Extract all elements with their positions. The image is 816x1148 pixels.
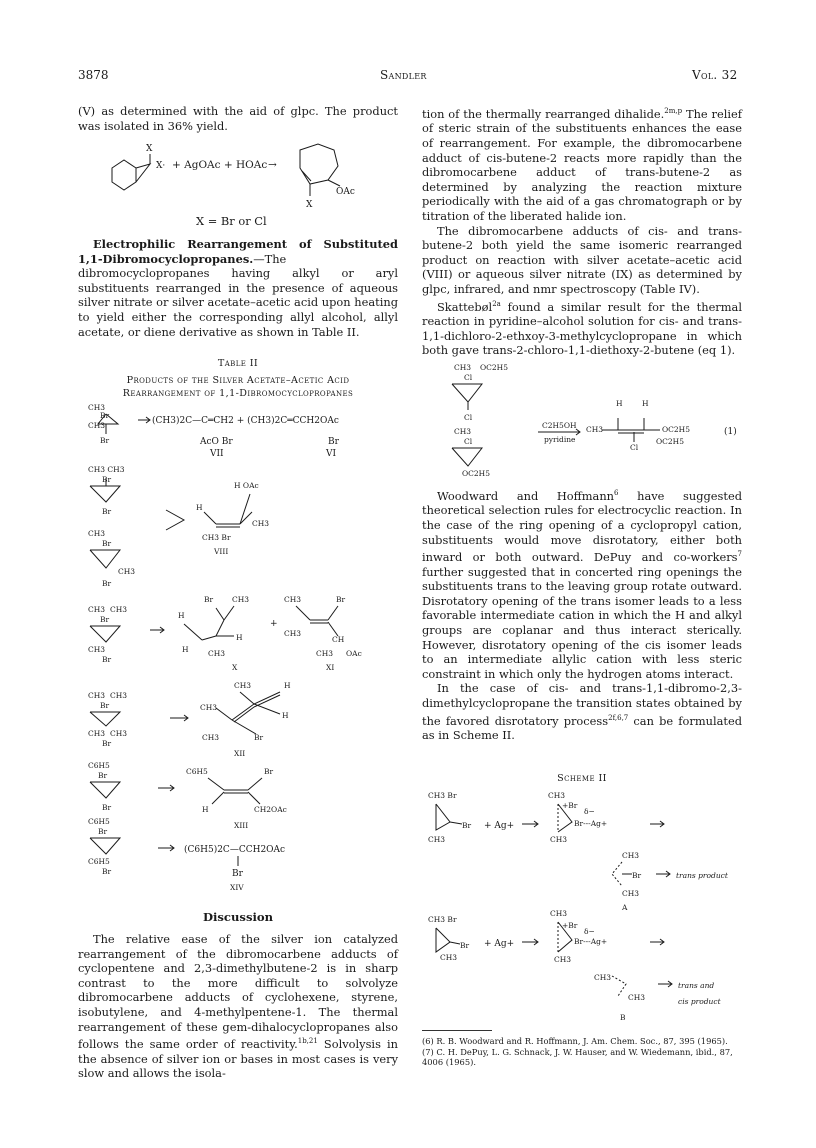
svg-text:C6H5: C6H5 bbox=[186, 767, 208, 776]
section-heading-electrophilic: Electrophilic Rearrangement of Substituted 1,1-Dibromocyclopropanes. bbox=[78, 237, 398, 266]
svg-text:Br: Br bbox=[264, 767, 274, 776]
oac-substituent: OAc bbox=[336, 187, 355, 197]
compound-vi-label: VI bbox=[326, 449, 337, 459]
intermediate-b-label: B bbox=[620, 1013, 626, 1022]
svg-text:H: H bbox=[182, 645, 189, 654]
svg-text:OC2H5: OC2H5 bbox=[662, 425, 690, 434]
left-paragraph-1: (V) as determined with the aid of glpc. The product was isolated in 36% yield. bbox=[78, 104, 398, 133]
x-substituent-side: X· bbox=[156, 161, 166, 171]
reagents-text: + AgOAc + HOAc bbox=[172, 159, 268, 171]
svg-text:Br: Br bbox=[462, 821, 472, 830]
svg-text:OC2H5: OC2H5 bbox=[480, 363, 508, 372]
left-paragraph-2 bbox=[78, 237, 398, 339]
left-paragraph-3: The relative ease of the silver ion catalyzed rearrangement of the dibromocarbene adducts of cyclopentene and 2,3-dimethylbutene-2 is in sharp contrast to the more difficult to solvolyze dibromocarbene adducts of cyclohexene, styrene, isobutylene, and 4-methylpentene-1. The thermal rearrangement of these gem-dihalocyclopropanes also follows the same order of reactivity.$^{1b,21}$ Solvolysis in the absence of silver ion or bases in most cases is very slow and allows the isola- bbox=[78, 932, 398, 1081]
svg-text:CH3: CH3 bbox=[118, 567, 136, 576]
svg-text:CH3: CH3 bbox=[88, 645, 106, 654]
svg-text:Br: Br bbox=[102, 739, 112, 748]
compound-xiv-label: XIV bbox=[230, 883, 244, 890]
svg-text:Cl: Cl bbox=[464, 413, 473, 422]
compound-x-label: X bbox=[232, 663, 238, 672]
page-number: 3878 bbox=[78, 68, 109, 82]
svg-text:Br: Br bbox=[102, 579, 112, 588]
svg-text:OAc: OAc bbox=[346, 649, 362, 658]
svg-text:CH3: CH3 bbox=[88, 691, 106, 700]
svg-text:+Br: +Br bbox=[562, 921, 578, 930]
reaction-arrow: → bbox=[268, 159, 277, 171]
cycloheptene-ring bbox=[300, 144, 338, 184]
footnote-6: (6) R. B. Woodward and R. Hoffmann, J. Am. Chem. Soc., 87, 395 (1965). bbox=[422, 1036, 728, 1046]
svg-text:Br: Br bbox=[102, 655, 112, 664]
svg-text:H: H bbox=[202, 805, 209, 814]
svg-text:CH3: CH3 bbox=[594, 973, 612, 982]
svg-text:Br: Br bbox=[102, 803, 112, 812]
svg-text:+ Ag+: + Ag+ bbox=[484, 939, 515, 949]
svg-text:CH3: CH3 bbox=[550, 909, 568, 918]
table-row-4 bbox=[88, 595, 362, 672]
table-row-2 bbox=[88, 465, 269, 556]
svg-text:+ Ag+: + Ag+ bbox=[484, 821, 515, 831]
right-paragraph-1: tion of the thermally rearranged dihalide.$^{2m,p}$ The relief of steric strain of the substituents enhances the ease of rearrangement. For example, the dibromocarbene adduct of cis-butene-2 reacts more rapidly than the dibromocarbene adduct of trans-butene-2 as determined by analyzing the reaction mixture periodically with the aid of a gas chromatograph or by titration of the liberated halide ion. The dibromocarbene adducts of cis- and trans-butene-2 both yield the same isomeric rearranged product on reaction with silver acetate–acetic acid (VIII) or aqueous silver nitrate (IX) as determined by glpc, infrared, and nmr spectroscopy (Table IV). Skattebøl$^{2a}$ found a similar result for the thermal reaction in pyridine–alcohol solution for cis- and trans-1,1-dichloro-2-ethxoy-3-methylcyclopropane in which both gave trans-2-chloro-1,1-diethoxy-2-butene (eq 1). bbox=[422, 106, 742, 358]
svg-text:Br: Br bbox=[460, 941, 470, 950]
svg-text:CH3: CH3 bbox=[88, 529, 106, 538]
svg-text:Br: Br bbox=[100, 701, 110, 710]
svg-text:H OAc: H OAc bbox=[234, 481, 259, 490]
svg-text:OC2H5: OC2H5 bbox=[462, 469, 490, 478]
svg-text:Br---Ag+: Br---Ag+ bbox=[574, 819, 608, 828]
reaction-scheme-silver-acetate bbox=[100, 138, 400, 218]
svg-text:Br: Br bbox=[102, 507, 112, 516]
svg-text:CH3 Br: CH3 Br bbox=[428, 915, 457, 924]
table-row-5 bbox=[88, 681, 291, 758]
svg-text:cis product: cis product bbox=[678, 997, 721, 1006]
intermediate-a-label: A bbox=[622, 903, 628, 912]
svg-text:H: H bbox=[282, 711, 289, 720]
svg-text:CH3: CH3 bbox=[232, 595, 250, 604]
table-row-6 bbox=[88, 761, 287, 830]
footnote-rule bbox=[422, 1030, 492, 1031]
svg-text:H: H bbox=[642, 399, 649, 408]
table-row-7 bbox=[88, 817, 285, 890]
svg-text:CH3: CH3 bbox=[622, 889, 640, 898]
compound-viii-label: VIII bbox=[214, 547, 229, 556]
svg-text:δ−: δ− bbox=[584, 807, 595, 816]
scheme-ii-structures bbox=[426, 788, 746, 1028]
svg-text:CH3: CH3 bbox=[110, 605, 128, 614]
footnotes bbox=[422, 1036, 742, 1068]
svg-text:CH3: CH3 bbox=[88, 605, 106, 614]
svg-text:H: H bbox=[196, 503, 203, 512]
svg-text:C6H5: C6H5 bbox=[88, 761, 110, 770]
discussion-heading: Discussion bbox=[202, 910, 274, 924]
svg-text:CH3: CH3 bbox=[316, 649, 334, 658]
equation-number: (1) bbox=[724, 427, 737, 437]
svg-text:CH3: CH3 bbox=[454, 363, 472, 372]
svg-text:CH2OAc: CH2OAc bbox=[254, 805, 287, 814]
svg-text:CH3 CH3: CH3 CH3 bbox=[88, 465, 125, 474]
svg-text:CH3: CH3 bbox=[110, 729, 128, 738]
row-7-products: (C6H5)2C—CCH2OAc bbox=[184, 845, 286, 855]
svg-text:pyridine: pyridine bbox=[544, 435, 576, 444]
x-substituent-top: X bbox=[146, 144, 153, 154]
svg-text:CH: CH bbox=[332, 635, 345, 644]
svg-text:Br: Br bbox=[254, 733, 264, 742]
svg-text:Br: Br bbox=[204, 595, 214, 604]
svg-text:CH3 Br: CH3 Br bbox=[202, 533, 231, 542]
svg-text:H: H bbox=[178, 611, 185, 620]
svg-text:AcO Br: AcO Br bbox=[200, 437, 233, 447]
svg-text:H: H bbox=[284, 681, 291, 690]
svg-text:C2H5OH: C2H5OH bbox=[542, 421, 577, 430]
svg-text:H: H bbox=[616, 399, 623, 408]
svg-text:CH3: CH3 bbox=[200, 703, 218, 712]
running-head-author: Sandler bbox=[380, 68, 427, 82]
svg-text:CH3: CH3 bbox=[88, 403, 106, 412]
svg-text:CH3: CH3 bbox=[234, 681, 252, 690]
svg-text:Br: Br bbox=[632, 871, 642, 880]
svg-text:CH3: CH3 bbox=[586, 425, 604, 434]
table-row-1 bbox=[88, 403, 340, 459]
svg-text:OC2H5: OC2H5 bbox=[656, 437, 684, 446]
svg-text:Cl: Cl bbox=[464, 373, 473, 382]
compound-xii-label: XII bbox=[234, 749, 246, 758]
svg-text:Br: Br bbox=[98, 771, 108, 780]
cyclopropane-ring bbox=[136, 164, 150, 182]
x-definition: X = Br or Cl bbox=[196, 214, 267, 228]
svg-text:Br: Br bbox=[232, 869, 243, 879]
table-caption: Products of the Silver Acetate–Acetic Acid Rearrangement of 1,1-Dibromocyclopropanes bbox=[122, 375, 354, 399]
svg-text:Cl: Cl bbox=[630, 443, 639, 452]
svg-text:Br: Br bbox=[100, 615, 110, 624]
table-label: Table II bbox=[217, 358, 259, 369]
svg-text:H: H bbox=[236, 633, 243, 642]
svg-text:CH3: CH3 bbox=[554, 955, 572, 964]
svg-text:C6H5: C6H5 bbox=[88, 817, 110, 826]
svg-text:Br: Br bbox=[100, 411, 110, 420]
row-1-products: (CH3)2C—C═CH2 + (CH3)2C═CCH2OAc bbox=[152, 416, 339, 426]
equation-1-structures bbox=[426, 362, 746, 482]
svg-text:CH3: CH3 bbox=[428, 835, 446, 844]
svg-text:CH3: CH3 bbox=[628, 993, 646, 1002]
running-head-volume: Vol. 32 bbox=[692, 68, 738, 82]
svg-text:δ−: δ− bbox=[584, 927, 595, 936]
compound-xiii-label: XIII bbox=[234, 821, 249, 830]
cyclohexane-ring bbox=[112, 160, 136, 190]
svg-text:Br: Br bbox=[102, 867, 112, 876]
svg-text:trans product: trans product bbox=[676, 871, 728, 880]
right-paragraph-2: Woodward and Hoffmann$^6$ have suggested theoretical selection rules for electrocyclic reaction. In the case of the ring opening of a cyclopropyl cation, substituents would move disrotatory, either both inward or both outward. DePuy and co-workers$^7$ further suggested that in concerted ring openings the substituents trans to the leaving group rotate outward. Disrotatory opening of the trans isomer leads to a less favorable intermediate cation in which the H and alkyl groups are coplanar and thus interact sterically. However, disrotatory opening of the cis isomer leads to an intermediate allylic cation with less steric constraint in which only the hydrogen atoms interact. In the case of cis- and trans-1,1-dibromo-2,3-dimethylcyclopropane the transition states obtained by the favored disrotatory process$^{2f,6,7}$ can be formulated as in Scheme II. bbox=[422, 488, 742, 742]
svg-text:Br: Br bbox=[100, 436, 110, 445]
svg-text:Br: Br bbox=[98, 827, 108, 836]
x-substituent-bottom: X bbox=[306, 200, 313, 210]
svg-text:CH3: CH3 bbox=[548, 791, 566, 800]
svg-text:Br: Br bbox=[102, 539, 112, 548]
svg-text:+Br: +Br bbox=[562, 801, 578, 810]
svg-text:CH3: CH3 bbox=[88, 421, 106, 430]
svg-text:CH3: CH3 bbox=[622, 851, 640, 860]
svg-text:C6H5: C6H5 bbox=[88, 857, 110, 866]
table-row-3 bbox=[88, 529, 135, 588]
left-paragraph-2-body: —The dibromocyclopropanes having alkyl or aryl substituents rearranged in the presence of aqueous silver nitrate or silver acetate–acetic acid upon heating to yield either the corresponding allyl alcohol, allyl acetate, or diene derivative as shown in Table II. bbox=[78, 251, 398, 339]
svg-text:Cl: Cl bbox=[464, 437, 473, 446]
svg-text:CH3: CH3 bbox=[454, 427, 472, 436]
svg-text:CH3: CH3 bbox=[440, 953, 458, 962]
svg-text:CH3: CH3 bbox=[110, 691, 128, 700]
svg-text:CH3 Br: CH3 Br bbox=[428, 791, 457, 800]
svg-text:Br: Br bbox=[336, 595, 346, 604]
svg-text:trans and: trans and bbox=[678, 981, 715, 990]
svg-text:+: + bbox=[270, 619, 278, 629]
svg-text:CH3: CH3 bbox=[284, 629, 302, 638]
scheme-label: Scheme II bbox=[557, 773, 607, 784]
svg-text:Br---Ag+: Br---Ag+ bbox=[574, 937, 608, 946]
svg-text:CH3: CH3 bbox=[550, 835, 568, 844]
compound-vii-label: VII bbox=[210, 449, 224, 459]
svg-text:CH3: CH3 bbox=[202, 733, 220, 742]
compound-xi-label: XI bbox=[326, 663, 335, 672]
svg-text:CH3: CH3 bbox=[88, 729, 106, 738]
svg-text:CH3: CH3 bbox=[252, 519, 270, 528]
svg-text:Br: Br bbox=[102, 475, 112, 484]
svg-text:CH3: CH3 bbox=[208, 649, 226, 658]
svg-text:CH3: CH3 bbox=[284, 595, 302, 604]
table-ii-structures bbox=[84, 400, 404, 890]
svg-text:Br: Br bbox=[328, 437, 339, 447]
footnote-7: (7) C. H. DePuy, L. G. Schnack, J. W. Hauser, and W. Wiedemann, ibid., 87, 4006 (1965). bbox=[422, 1046, 733, 1068]
